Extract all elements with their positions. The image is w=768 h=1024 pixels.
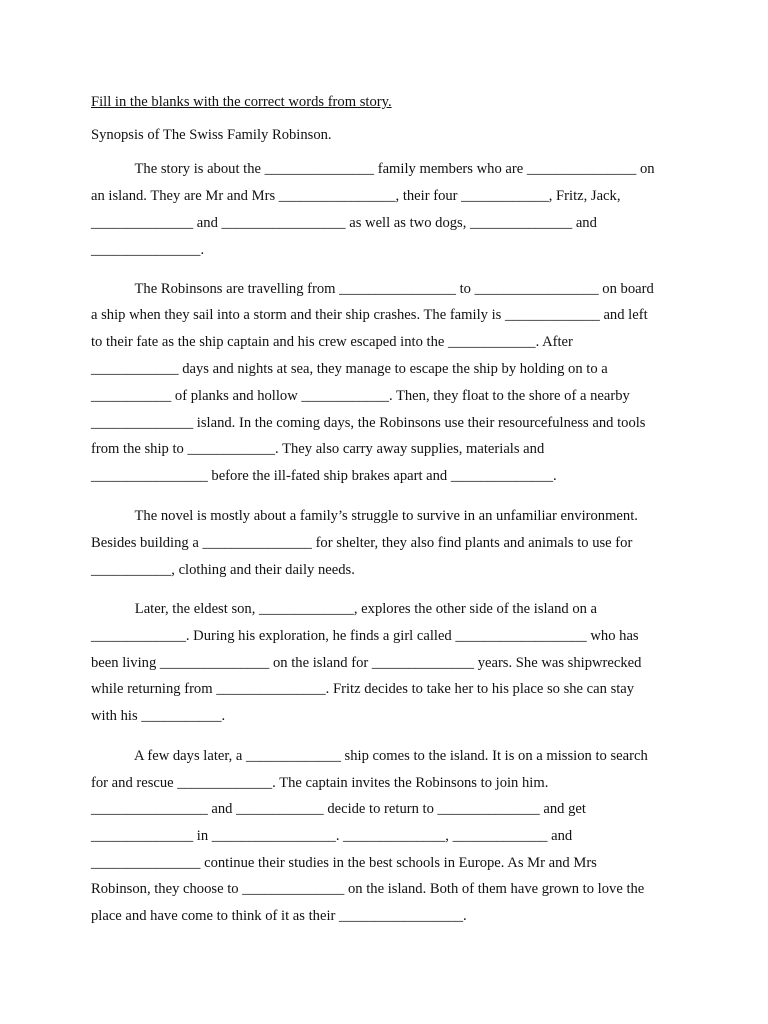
paragraph-line: _______________. bbox=[91, 242, 205, 258]
paragraph-line: ________________ before the ill-fated ship brakes apart and ______________. bbox=[91, 468, 557, 484]
paragraph-line: ____________ days and nights at sea, they manage to escape the ship by holding on to a bbox=[91, 361, 608, 377]
paragraph-line: been living _______________ on the island for ______________ years. She was shipwrecked bbox=[91, 655, 642, 671]
paragraph-line: to their fate as the ship captain and his crew escaped into the ____________. After bbox=[91, 334, 573, 350]
paragraph-line: for and rescue _____________. The captain invites the Robinsons to join him. bbox=[91, 775, 549, 791]
paragraph-line: an island. They are Mr and Mrs ________________, their four ____________, Fritz, Jack, bbox=[91, 188, 621, 204]
paragraph-line: ________________ and ____________ decide to return to ______________ and get bbox=[91, 801, 586, 817]
paragraph-line: place and have come to think of it as their _________________. bbox=[91, 908, 467, 924]
paragraph-line: a ship when they sail into a storm and their ship crashes. The family is _____________ and left bbox=[91, 307, 648, 323]
paragraph-line: ___________, clothing and their daily needs. bbox=[91, 562, 355, 578]
paragraph-line: Besides building a _______________ for shelter, they also find plants and animals to use for bbox=[91, 535, 633, 551]
paragraph-line: The Robinsons are travelling from ________________ to _________________ on board bbox=[91, 281, 654, 297]
paragraph-line: ___________ of planks and hollow ____________. Then, they float to the shore of a nearby bbox=[91, 388, 630, 404]
paragraph-line: The novel is mostly about a family’s struggle to survive in an unfamiliar environment. bbox=[91, 508, 638, 524]
paragraph-line: The story is about the _______________ family members who are _______________ on bbox=[91, 161, 655, 177]
paragraph-line: ______________ in _________________. ______________, _____________ and bbox=[91, 828, 573, 844]
paragraph-line: while returning from _______________. Fritz decides to take her to his place so she can stay bbox=[91, 681, 635, 697]
paragraph-line: ______________ island. In the coming days, the Robinsons use their resourcefulness and tools bbox=[91, 415, 646, 431]
synopsis-heading: Synopsis of The Swiss Family Robinson. bbox=[91, 127, 332, 143]
paragraph-line: from the ship to ____________. They also carry away supplies, materials and bbox=[91, 441, 545, 457]
paragraph-line: _______________ continue their studies in the best schools in Europe. As Mr and Mrs bbox=[91, 855, 597, 871]
paragraph-line: with his ___________. bbox=[91, 708, 226, 724]
paragraph-line: A few days later, a _____________ ship comes to the island. It is on a mission to search bbox=[91, 748, 648, 764]
paragraph-line: _____________. During his exploration, he finds a girl called __________________ who has bbox=[91, 628, 639, 644]
paragraph-line: Robinson, they choose to ______________ on the island. Both of them have grown to love the bbox=[91, 881, 645, 897]
instruction-heading: Fill in the blanks with the correct words from story. bbox=[91, 94, 392, 110]
paragraph-line: Later, the eldest son, _____________, explores the other side of the island on a bbox=[91, 601, 598, 617]
paragraph-line: ______________ and _________________ as well as two dogs, ______________ and bbox=[91, 215, 597, 231]
